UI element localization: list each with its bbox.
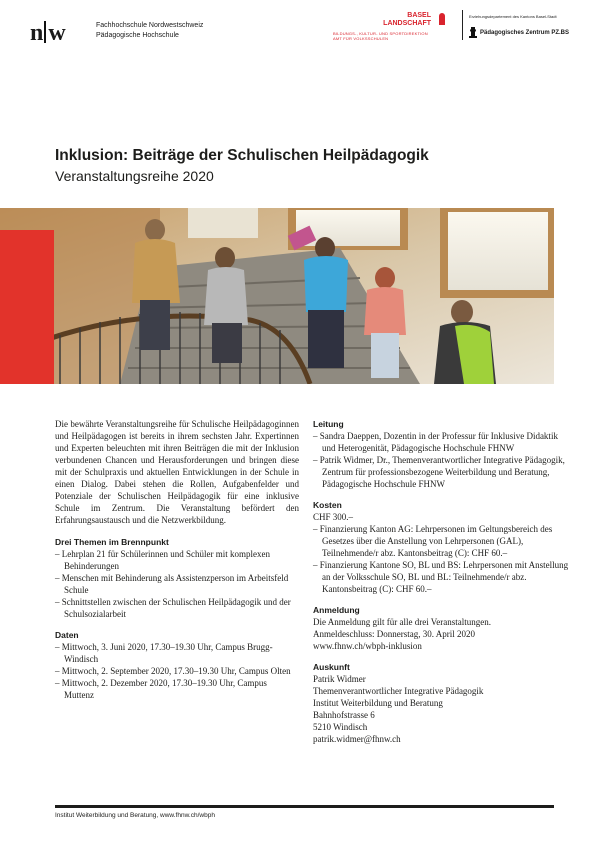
contact-name: Patrik Widmer [313,674,366,684]
kosten-section [313,499,571,595]
kosten-price: CHF 300.– [313,512,354,522]
list-item: – Schnittstellen zwischen der Schulischen Heilpädagogik und der Schulsozialarbeit [55,597,291,619]
fhnw-name: Fachhochschule Nordwestschweiz Pädagogische Hochschule [96,22,204,39]
right-column [313,418,571,754]
list-item: – Sandra Daeppen, Dozentin in der Professur für Inklusive Didaktik und Heterogenität, Pädagogische Hochschule FHNW [313,431,558,453]
themen-heading: Drei Themen im Brennpunkt [55,537,169,547]
anmeldung-section [313,604,571,652]
anmeldung-text: Die Anmeldung gilt für alle drei Veranstaltungen. [313,617,492,627]
list-item: – Finanzierung Kanton AG: Lehrpersonen im Geltungsbereich des Gesetzes über die Anstellung von Lehrpersonen (GAL), Teilnehmende/r abz. Kantonsbeitrag (C): CHF 60.– [313,524,553,558]
list-item: – Mittwoch, 2. September 2020, 17.30–19.30 Uhr, Campus Olten [55,666,291,676]
pz-department: Erziehungsdepartement des Kantons Basel-Stadt [469,14,557,19]
page-subtitle: Veranstaltungsreihe 2020 [55,168,214,184]
leitung-section [313,418,571,490]
contact-city: 5210 Windisch [313,722,368,732]
contact-street: Bahnhofstrasse 6 [313,710,375,720]
header-divider [462,10,463,40]
basel-staff-icon [439,13,445,25]
anmeldung-heading: Anmeldung [313,605,360,615]
list-item: – Finanzierung Kantone SO, BL und BS: Lehrpersonen mit Anstellung an der Volksschule SO, BL und BL: Teilnehmende/r abz. Kantonsbeitrag (C): CHF 60.– [313,560,569,594]
list-item: – Menschen mit Behinderung als Assistenzperson im Arbeitsfeld Schule [55,573,289,595]
footer-text: Institut Weiterbildung und Beratung, www.fhnw.ch/wbph [55,812,215,819]
contact-email[interactable]: patrik.widmer@fhnw.ch [313,734,401,744]
auskunft-heading: Auskunft [313,662,350,672]
basel-landschaft-logo: BASEL LANDSCHAFT BILDUNGS-, KULTUR- UND SPORTDIREKTION AMT FÜR VOLKSSCHULEN [333,12,451,42]
left-column [55,418,299,710]
list-item: – Mittwoch, 2. Dezember 2020, 17.30–19.30 Uhr, Campus Muttenz [55,678,267,700]
footer-rule [55,805,554,808]
basel-stab-icon [469,27,477,38]
pz-name: Pädagogisches Zentrum PZ.BS [480,30,570,36]
contact-institute: Institut Weiterbildung und Beratung [313,698,443,708]
page-title: Inklusion: Beiträge der Schulischen Heilpädagogik [55,147,429,164]
anmeldung-deadline: Anmeldeschluss: Donnerstag, 30. April 2020 [313,629,475,639]
auskunft-section [313,661,571,745]
accent-red-block [0,230,54,384]
daten-heading: Daten [55,630,79,640]
daten-section [55,629,299,701]
list-item: – Mittwoch, 3. Juni 2020, 17.30–19.30 Uhr, Campus Brugg-Windisch [55,642,273,664]
leitung-heading: Leitung [313,419,344,429]
fhnw-logo: n w [30,20,65,46]
anmeldung-link[interactable]: www.fhnw.ch/wbph-inklusion [313,641,422,651]
intro-text: Die bewährte Veranstaltungsreihe für Schulische Heilpädagoginnen und Heilpädagogen ist bereits in ihrem sechsten Jahr. Expertinnen und Experten beleuchten mit ihren Beiträgen die mit der Inklusion verbundenen Chancen und Herausforderungen und bringen diese mit der Schulpraxis und aktuellen Entwicklungen in der Schule in einen Dialog. Dabei stehen die Rollen, Aufgabenfelder und Potenziale der Schulischen Heilpädagogik für eine inklusive Schule im Zentrum. Die Veranstaltung befördert den Erfahrungsaustausch und die Netzwerkbildung. [55,419,299,525]
list-item: – Lehrplan 21 für Schülerinnen und Schüler mit komplexen Behinderungen [55,549,270,571]
kosten-heading: Kosten [313,500,342,510]
list-item: – Patrik Widmer, Dr., Themenverantwortlicher Integrative Pädagogik, Zentrum für professionsbezogene Weiterbildung und Beratung, Pädagogische Hochschule FHNW [313,455,565,489]
staircase-photo [0,208,554,384]
themen-section [55,536,299,620]
contact-role: Themenverantwortlicher Integrative Pädagogik [313,686,484,696]
